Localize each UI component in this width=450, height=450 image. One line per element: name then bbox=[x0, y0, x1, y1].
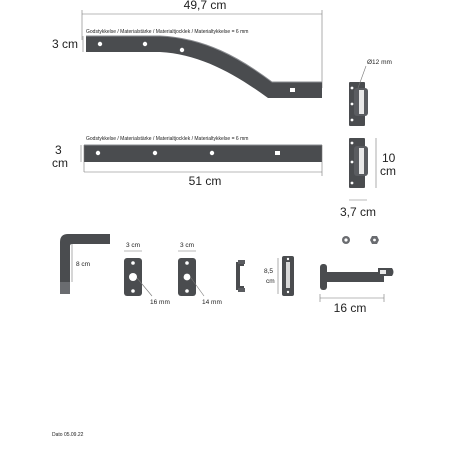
washer-a-hole-label: 16 mm bbox=[150, 299, 170, 306]
bracket-slot bbox=[290, 88, 295, 92]
washer-b-width-label: 3 cm bbox=[179, 242, 195, 249]
bracket-hole bbox=[180, 48, 184, 52]
bar-body bbox=[84, 145, 322, 162]
footer-date: Dato 05.09.22 bbox=[52, 432, 84, 438]
bar-hole bbox=[153, 151, 157, 155]
l-pin-label: 8 cm bbox=[76, 261, 91, 268]
hinge-plate-bottom bbox=[340, 138, 396, 219]
bolt-length-label: 16 cm bbox=[333, 301, 367, 315]
bracket-hole bbox=[213, 68, 217, 72]
bracket-length-label: 49,7 cm bbox=[183, 0, 227, 12]
l-pin bbox=[60, 234, 110, 294]
hinge-pin bbox=[359, 90, 364, 114]
latch-part bbox=[264, 256, 294, 296]
bar-length-label: 51 cm bbox=[188, 174, 222, 188]
bar-slot bbox=[275, 151, 280, 155]
latch-height-label-1: 8,5 bbox=[264, 268, 274, 275]
bar-material-note: Godstykkelse / Materialstärke / Materialtjocklek / Materialtykkelse = 6 mm bbox=[86, 136, 249, 142]
washer-plate-b bbox=[178, 242, 222, 306]
bar-hole bbox=[210, 151, 214, 155]
bolt-head bbox=[320, 264, 327, 290]
bolt-part bbox=[320, 236, 394, 315]
washer-a-width-label: 3 cm bbox=[125, 242, 141, 249]
bracket-material-note: Godstykkelse / Materialstärke / Materialtjocklek / Materialtykkelse = 6 mm bbox=[86, 29, 249, 35]
staple-tab bbox=[238, 260, 245, 264]
plate-height-label-2: cm bbox=[380, 164, 396, 178]
latch-slot bbox=[286, 262, 290, 288]
bracket-body bbox=[86, 36, 322, 98]
straight-bar bbox=[52, 136, 322, 188]
bar-hole bbox=[96, 151, 100, 155]
bar-height-label-2: cm bbox=[52, 156, 68, 170]
plate-height-label-1: 10 bbox=[382, 151, 396, 165]
bolt-shaft bbox=[326, 272, 384, 282]
latch-height-label-2: cm bbox=[266, 278, 275, 285]
plate-width-label: 3,7 cm bbox=[339, 205, 377, 219]
washer-b-hole-label: 14 mm bbox=[202, 299, 222, 306]
l-pin-thread bbox=[60, 282, 70, 294]
bar-height-label-1: 3 bbox=[55, 143, 62, 157]
staple-tab bbox=[238, 288, 245, 292]
hinge-plate-top bbox=[349, 59, 392, 126]
bracket-hole bbox=[98, 42, 102, 46]
bracket-hole bbox=[143, 42, 147, 46]
bracket-height-label: 3 cm bbox=[52, 37, 79, 51]
curved-bracket bbox=[52, 0, 322, 98]
staple-bracket bbox=[236, 260, 245, 292]
washer-plate-a bbox=[124, 242, 170, 306]
pin-diameter-label: Ø12 mm bbox=[367, 59, 392, 66]
hinge-pin bbox=[359, 148, 364, 174]
